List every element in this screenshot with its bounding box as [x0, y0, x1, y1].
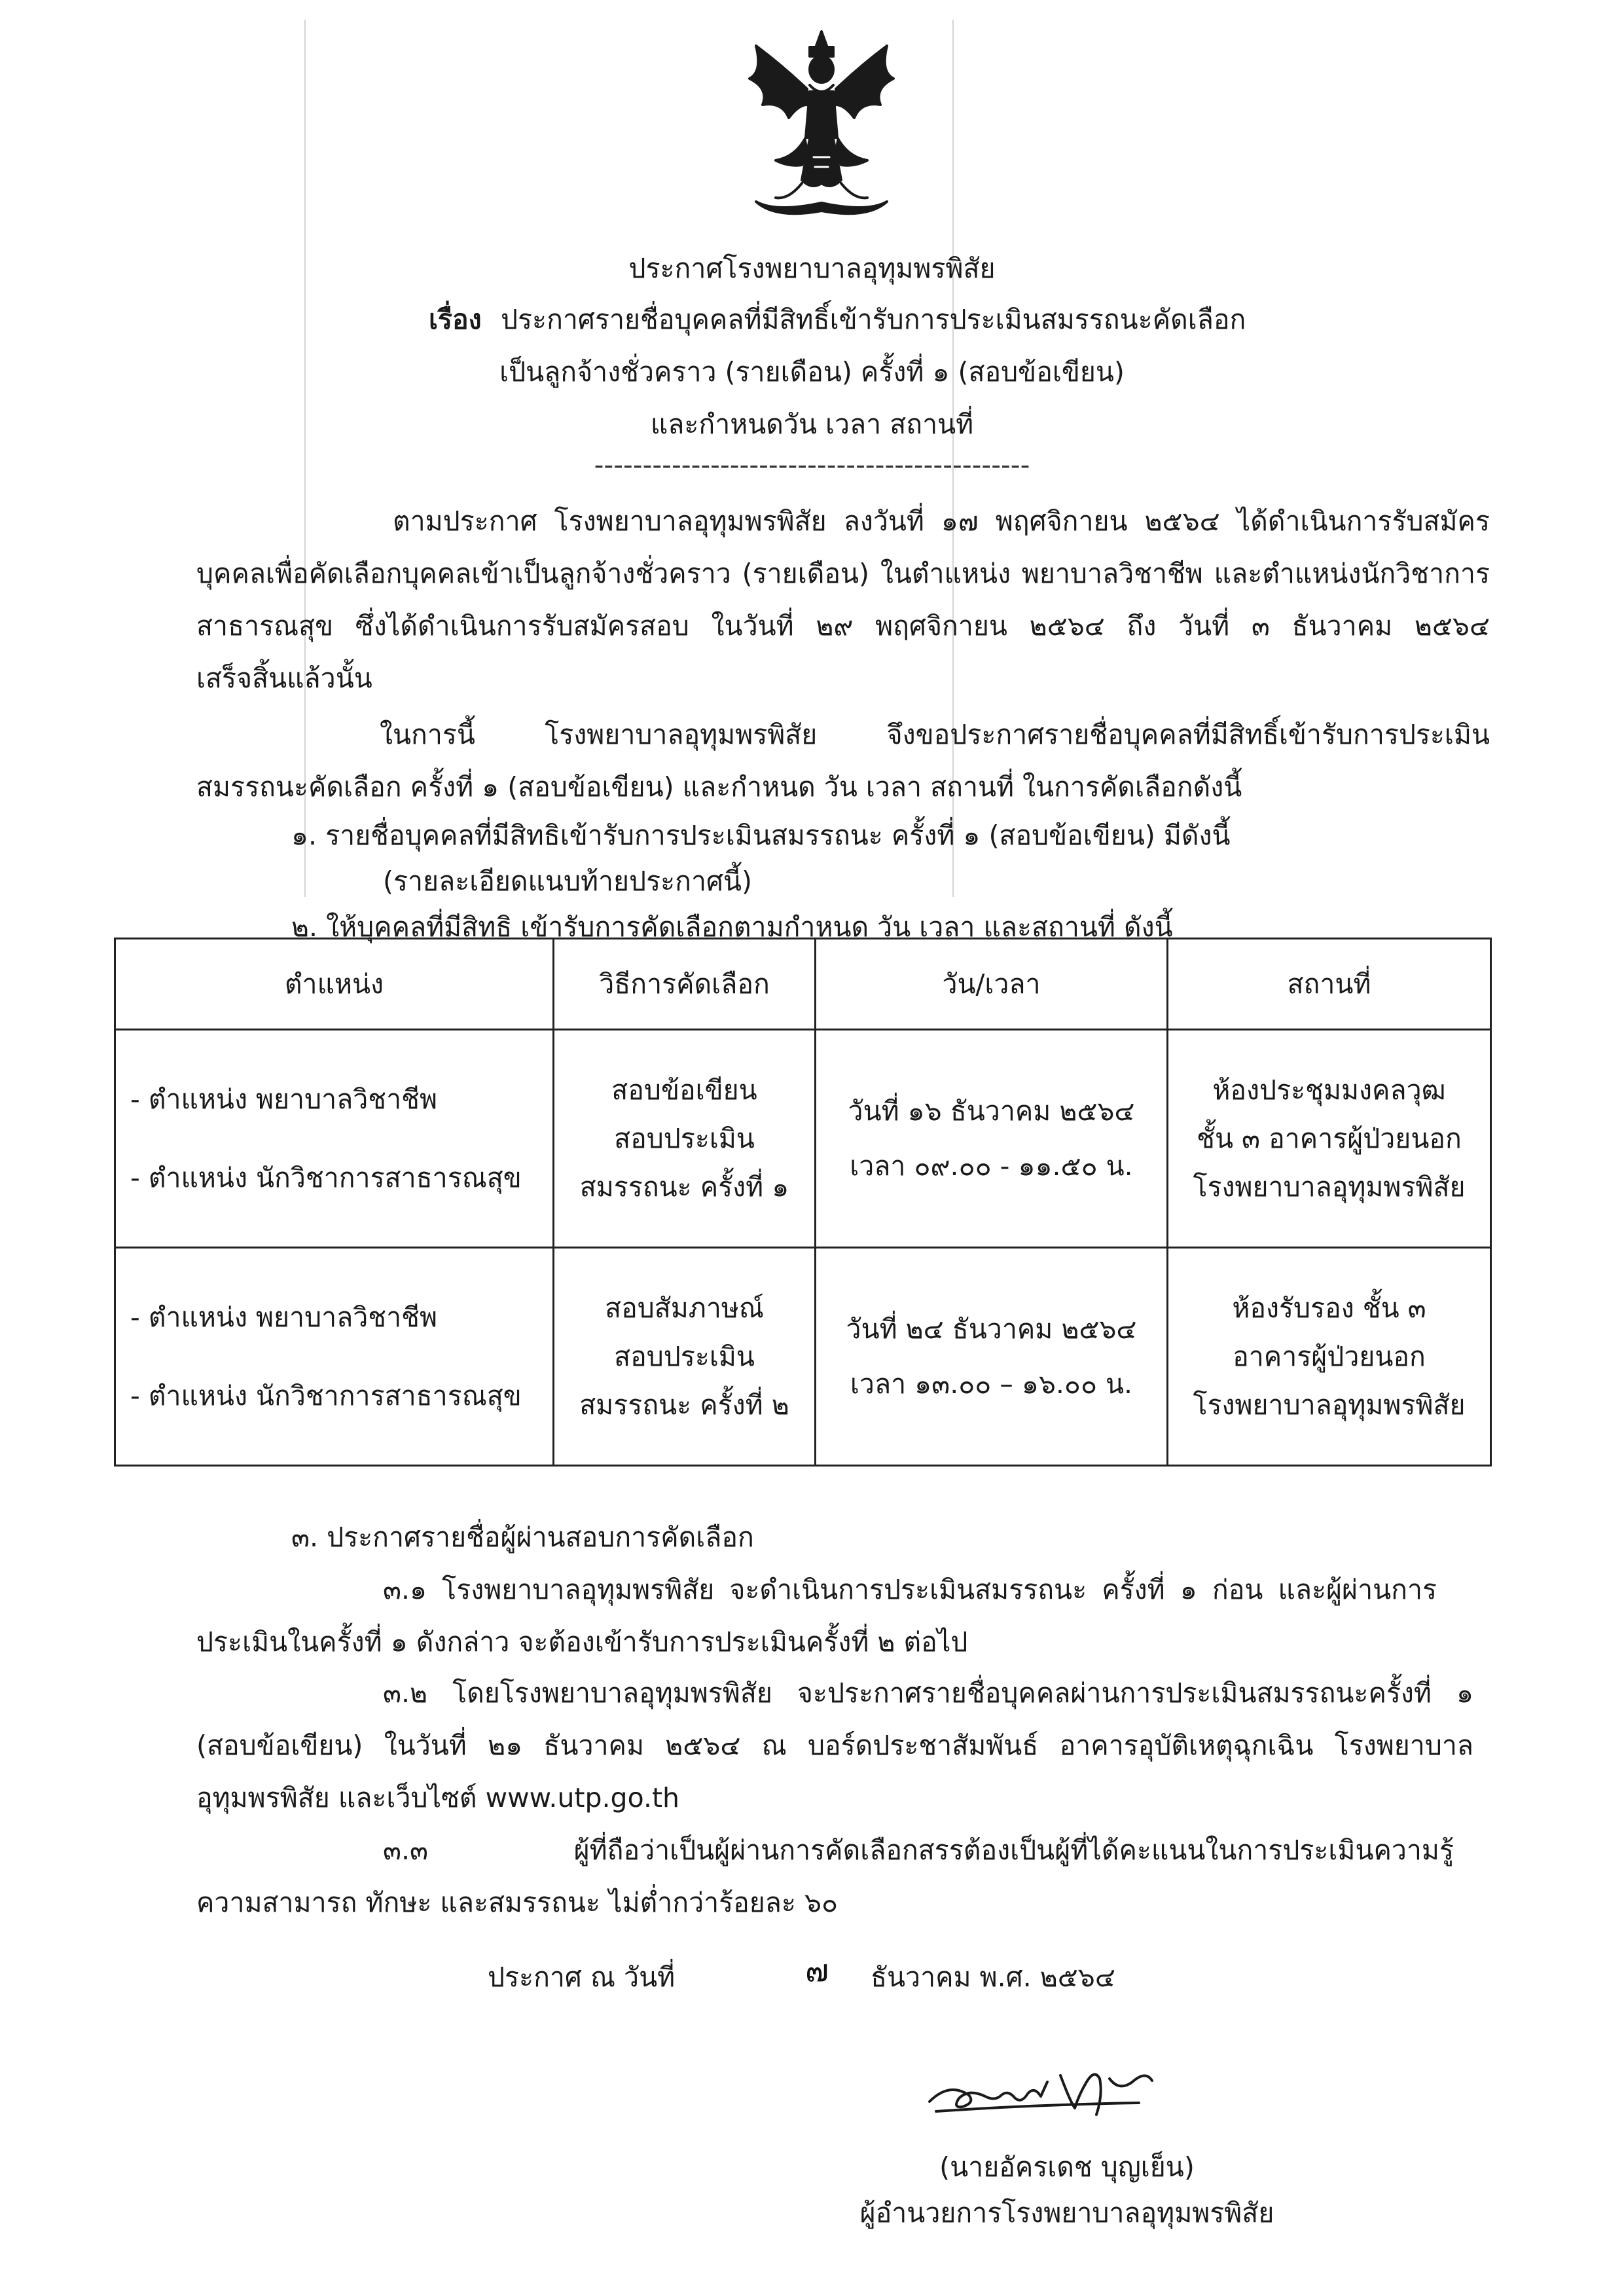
subject-line-2: เป็นลูกจ้างชั่วคราว (รายเดือน) ครั้งที่ ๑ (สอบข้อเขียน) [499, 356, 1125, 388]
section-3-1-line-2: ประเมินในครั้งที่ ๑ ดังกล่าว จะต้องเข้ารับการประเมินครั้งที่ ๒ ต่อไป [196, 1626, 968, 1658]
position-item: - ตำแหน่ง พยาบาลวิชาชีพ [130, 1302, 437, 1333]
table-row [115, 1248, 1491, 1466]
position-item: - ตำแหน่ง พยาบาลวิชาชีพ [130, 1084, 437, 1115]
method-line: สอบสัมภาษณ์ [605, 1292, 764, 1324]
announce-date-rest: ธันวาคม พ.ศ. ๒๕๖๔ [871, 1961, 1115, 1993]
subject-label: เรื่อง [429, 304, 482, 335]
signer-title: ผู้อำนวยการโรงพยาบาลอุทุมพรพิสัย [859, 2197, 1274, 2229]
item-1: ๑. รายชื่อบุคคลที่มีสิทธิเข้ารับการประเมินสมรรถนะ ครั้งที่ ๑ (สอบข้อเขียน) มีดังนี้ [291, 820, 1231, 851]
header-position: ตำแหน่ง [115, 939, 554, 1030]
position-item: - ตำแหน่ง นักวิชาการสาธารณสุข [130, 1162, 522, 1194]
subject-line-3: และกำหนดวัน เวลา สถานที่ [650, 409, 974, 440]
announce-date-day: ๗ [805, 1952, 829, 1989]
announcement-title: ประกาศโรงพยาบาลอุทุมพรพิสัย [628, 253, 996, 284]
section-3-2-line-3: อุทุมพรพิสัย และเว็บไซต์ www.utp.go.th [196, 1782, 680, 1813]
positions-cell [115, 1248, 554, 1466]
time-line: เวลา ๑๓.๐๐ – ๑๖.๐๐ น. [850, 1368, 1133, 1400]
date-line: วันที่ ๒๔ ธันวาคม ๒๕๖๔ [846, 1313, 1137, 1345]
method-cell [554, 1030, 816, 1248]
header-place: สถานที่ [1168, 939, 1491, 1030]
announce-date-prefix: ประกาศ ณ วันที่ [488, 1961, 676, 1993]
datetime-cell [816, 1248, 1168, 1466]
paragraph-1-line-3: สาธารณสุข ซึ่งได้ดำเนินการรับสมัครสอบ ในวันที่ ๒๙ พฤศจิกายน ๒๕๖๔ ถึง วันที่ ๓ ธันวาคม ๒๕๖๔ [196, 610, 1490, 642]
divider: --------------------------------------------- [594, 449, 1030, 481]
paragraph-1-line-2: บุคคลเพื่อคัดเลือกบุคคลเข้าเป็นลูกจ้างชั่วคราว (รายเดือน) ในตำแหน่ง พยาบาลวิชาชีพ และตำแหน่งนักวิชาการ [196, 558, 1490, 589]
subject-line-1: ประกาศรายชื่อบุคคลที่มีสิทธิ์เข้ารับการประเมินสมรรถนะคัดเลือก [501, 304, 1246, 335]
method-cell [554, 1248, 816, 1466]
section-3-2-line-2: (สอบข้อเขียน) ในวันที่ ๒๑ ธันวาคม ๒๕๖๔ ณ บอร์ดประชาสัมพันธ์ อาคารอุบัติเหตุฉุกเฉิน โรงพยาบาล [196, 1730, 1473, 1761]
paragraph-2-line-2: สมรรถนะคัดเลือก ครั้งที่ ๑ (สอบข้อเขียน) และกำหนด วัน เวลา สถานที่ ในการคัดเลือกดังนี้ [196, 771, 1242, 803]
signature [923, 2056, 1185, 2128]
section-3-3-line-1: ๓.๓ ผู้ที่ถือว่าเป็นผู้ผ่านการคัดเลือกสรรต้องเป็นผู้ที่ได้คะแนนในการประเมินความรู้ [383, 1834, 1454, 1866]
time-line: เวลา ๐๙.๐๐ - ๑๑.๕๐ น. [850, 1150, 1133, 1182]
place-cell [1168, 1248, 1491, 1466]
paragraph-2-line-1: ในการนี้ โรงพยาบาลอุทุมพรพิสัย จึงขอประกาศรายชื่อบุคคลที่มีสิทธิ์เข้ารับการประเมิน [380, 719, 1490, 750]
date-line: วันที่ ๑๖ ธันวาคม ๒๕๖๔ [848, 1095, 1135, 1127]
method-line: สอบประเมิน [614, 1341, 755, 1372]
section-3-3-line-2: ความสามารถ ทักษะ และสมรรถนะ ไม่ต่ำกว่าร้อยละ ๖๐ [196, 1887, 839, 1918]
table-header-row [115, 939, 1491, 1030]
place-line: อาคารผู้ป่วยนอก [1233, 1341, 1426, 1372]
garuda-emblem [736, 26, 907, 223]
place-line: ห้องรับรอง ชั้น ๓ [1232, 1292, 1426, 1324]
paragraph-1-line-1: ตามประกาศ โรงพยาบาลอุทุมพรพิสัย ลงวันที่ ๑๗ พฤศจิกายน ๒๕๖๔ ได้ดำเนินการรับสมัคร [393, 505, 1490, 537]
method-line: สมรรถนะ ครั้งที่ ๑ [579, 1171, 789, 1203]
position-item: - ตำแหน่ง นักวิชาการสาธารณสุข [130, 1380, 522, 1412]
place-line: ห้องประชุมมงคลวุฒ [1212, 1074, 1446, 1106]
place-line: โรงพยาบาลอุทุมพรพิสัย [1193, 1171, 1466, 1203]
table-row [115, 1030, 1491, 1248]
datetime-cell [816, 1030, 1168, 1248]
section-3-1-line-1: ๓.๑ โรงพยาบาลอุทุมพรพิสัย จะดำเนินการประเมินสมรรถนะ ครั้งที่ ๑ ก่อน และผู้ผ่านการ [383, 1574, 1437, 1605]
place-line: โรงพยาบาลอุทุมพรพิสัย [1193, 1389, 1466, 1421]
header-method: วิธีการคัดเลือก [554, 939, 816, 1030]
method-line: สอบประเมิน [614, 1123, 755, 1154]
place-line: ชั้น ๓ อาคารผู้ป่วยนอก [1197, 1123, 1462, 1154]
method-line: สอบข้อเขียน [611, 1074, 757, 1106]
section-3-title: ๓. ประกาศรายชื่อผู้ผ่านสอบการคัดเลือก [291, 1522, 754, 1553]
section-3-2-line-1: ๓.๒ โดยโรงพยาบาลอุทุมพรพิสัย จะประกาศรายชื่อบุคคลผ่านการประเมินสมรรถนะครั้งที่ ๑ [383, 1677, 1473, 1709]
schedule-table [114, 938, 1492, 1467]
method-line: สมรรถนะ ครั้งที่ ๒ [579, 1389, 789, 1421]
item-2: ๒. ให้บุคคลที่มีสิทธิ เข้ารับการคัดเลือกตามกำหนด วัน เวลา และสถานที่ ดังนี้ [291, 911, 1173, 943]
signer-name: (นายอัครเดช บุญเย็น) [939, 2151, 1195, 2183]
paragraph-1-line-4: เสร็จสิ้นแล้วนั้น [196, 663, 372, 694]
header-datetime: วัน/เวลา [816, 939, 1168, 1030]
place-cell [1168, 1030, 1491, 1248]
positions-cell [115, 1030, 554, 1248]
item-1-note: (รายละเอียดแนบท้ายประกาศนี้) [383, 866, 753, 897]
